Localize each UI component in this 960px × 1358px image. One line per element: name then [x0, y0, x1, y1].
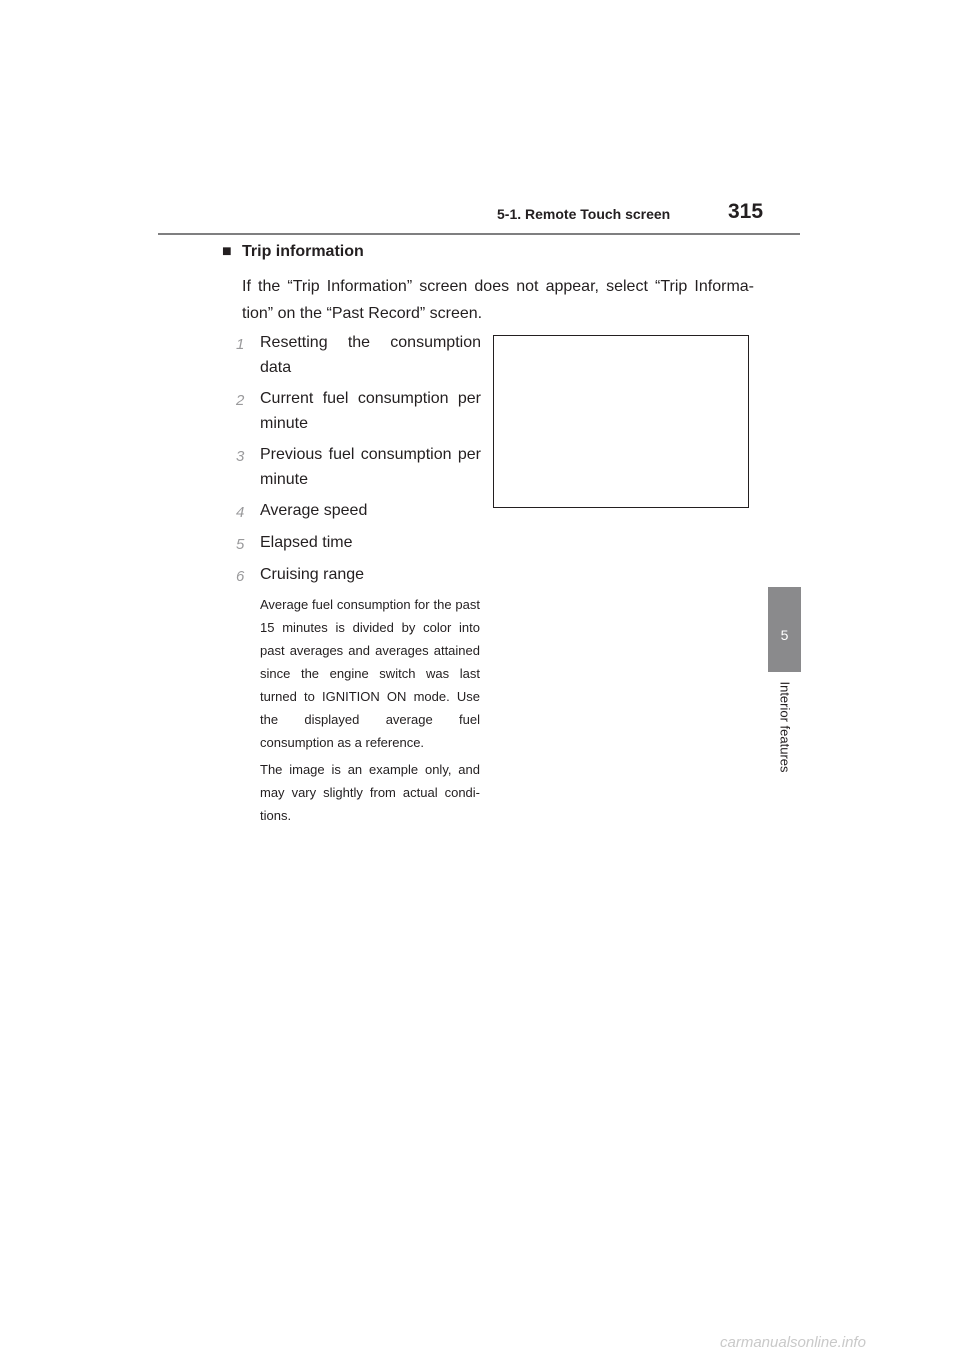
list-item	[236, 562, 481, 587]
note-paragraph: Average fuel consumption for the past 15 minutes is divided by color into past averages and averages attained since the engine switch was last turned to IGNITION ON mode. Use the displayed average fuel consumption as a reference.	[260, 597, 480, 750]
side-tab-number: 5	[780, 627, 789, 643]
square-bullet-icon: ■	[222, 243, 232, 260]
intro-paragraph: If the “Trip Information” screen does not appear, select “Trip Informa-tion” on the “Past Record” screen.	[242, 278, 754, 322]
header-divider	[158, 233, 800, 235]
header-section-title: 5-1. Remote Touch screen	[497, 206, 671, 222]
side-tab-label: Interior features	[777, 681, 793, 773]
screen-illustration	[493, 335, 749, 508]
item-text: Resetting the consumption data	[260, 334, 481, 376]
list-item	[236, 498, 481, 523]
note-paragraph: The image is an example only, and may vary slightly from actual condi-tions.	[260, 762, 480, 823]
item-number-3: 3	[236, 448, 245, 465]
item-text: Current fuel consumption per minute	[260, 390, 481, 432]
item-text: Cruising range	[260, 566, 365, 583]
list-item	[236, 530, 481, 555]
list-item	[236, 386, 481, 436]
list-item	[236, 330, 481, 380]
page-number: 315	[728, 200, 764, 223]
section-heading	[222, 243, 364, 261]
item-number-5: 5	[236, 536, 245, 553]
section-heading-text: Trip information	[242, 243, 364, 260]
item-number-2: 2	[236, 392, 245, 409]
item-number-1: 1	[236, 336, 245, 353]
item-number-4: 4	[236, 504, 245, 521]
watermark: carmanualsonline.info	[720, 1334, 866, 1351]
item-text: Previous fuel consumption per minute	[260, 446, 481, 488]
list-item	[236, 442, 481, 492]
item-number-6: 6	[236, 568, 245, 585]
item-text: Elapsed time	[260, 534, 353, 551]
item-text: Average speed	[260, 502, 368, 519]
